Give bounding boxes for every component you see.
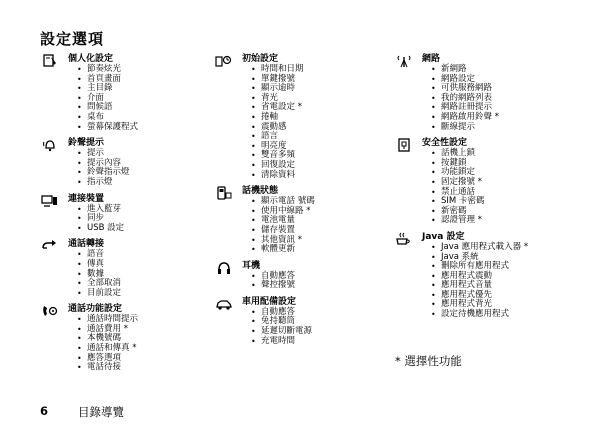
- bell-icon: [40, 138, 60, 152]
- list-item: • 時間和日期: [251, 65, 394, 75]
- list-item: • 禁止通話: [431, 188, 599, 198]
- list-item: • 主目錄: [77, 84, 210, 94]
- item-list: [68, 250, 210, 298]
- list-item: • 設定待機應用程式: [431, 310, 599, 320]
- list-item: • 認證管理 *: [431, 216, 599, 226]
- section-ring: [40, 138, 210, 187]
- section-connect: [40, 194, 210, 234]
- list-item: • 網路啟用鈴聲 *: [431, 113, 599, 123]
- page-title: 設定選項: [40, 30, 105, 48]
- list-item: • 省電設定 *: [251, 103, 394, 113]
- section-personalize: [40, 54, 210, 132]
- list-item: • 網路註冊提示: [431, 103, 599, 113]
- list-item: • 自動應答: [251, 308, 394, 318]
- section-heading: 連接裝置: [68, 193, 105, 204]
- list-item: • 應用程式震動: [431, 272, 599, 282]
- list-item: • 指示燈: [77, 178, 210, 188]
- column-1: [40, 54, 210, 379]
- list-item: • 聲控撥號: [251, 281, 394, 291]
- list-item: • 鈴聲指示燈: [77, 168, 210, 178]
- section-network: [394, 54, 599, 132]
- list-item: • 應用程式優先: [431, 291, 599, 301]
- list-item: • 應用程式背光: [431, 300, 599, 310]
- list-item: • 全部取消: [77, 279, 210, 289]
- footer-title: 目錄導覽: [78, 405, 124, 419]
- item-list: [68, 149, 210, 187]
- list-item: • 震動感: [251, 123, 394, 133]
- section-heading: Java 設定: [422, 231, 465, 242]
- item-list: [242, 308, 394, 346]
- section-heading: 初始設定: [242, 54, 279, 64]
- list-item: • 捲軸: [251, 113, 394, 123]
- page-number: 6: [40, 404, 49, 418]
- in-call-setup-icon: [40, 304, 60, 318]
- section-heading: 耳機: [242, 260, 261, 271]
- personalize-icon: [40, 54, 60, 68]
- list-item: • 通話時間提示: [77, 315, 210, 325]
- security-icon: [394, 138, 414, 152]
- list-item: • 網路設定: [431, 75, 599, 85]
- list-item: • 儲存裝置: [251, 226, 394, 236]
- list-item: • 傳真: [77, 260, 210, 270]
- list-item: • Java 系統: [431, 253, 599, 263]
- list-item: • 軟體更新: [251, 245, 394, 255]
- call-forward-icon: [40, 239, 60, 253]
- list-item: • Java 應用程式載入器 *: [431, 243, 599, 253]
- list-item: • 提示: [77, 149, 210, 159]
- phone-status-icon: [214, 186, 234, 200]
- item-list: [242, 197, 394, 255]
- list-item: • 明亮度: [251, 142, 394, 152]
- headset-icon: [214, 261, 234, 275]
- list-item: • USB 設定: [77, 224, 210, 234]
- list-item: • 按鍵鎖: [431, 159, 599, 169]
- list-item: • 延遲切斷電源: [251, 327, 394, 337]
- connection-icon: [40, 194, 60, 208]
- section-heading: 安全性設定: [422, 138, 468, 149]
- list-item: • 通話費用 *: [77, 325, 210, 335]
- list-item: • 話機上鎖: [431, 149, 599, 159]
- list-item: • 免持聽筒: [251, 317, 394, 327]
- list-item: • 進入藍芽: [77, 205, 210, 215]
- list-item: • 首頁畫面: [77, 75, 210, 85]
- list-item: • 提示內容: [77, 159, 210, 169]
- list-item: • 固定撥號 *: [431, 178, 599, 188]
- section-heading: 網路: [422, 54, 441, 64]
- car-kit-icon: [214, 297, 234, 311]
- list-item: • 斷線提示: [431, 123, 599, 133]
- section-status: [214, 186, 394, 255]
- list-item: • 新網路: [431, 65, 599, 75]
- list-item: • 桌布: [77, 113, 210, 123]
- section-initial: [214, 54, 394, 180]
- section-heading: 鈴聲提示: [68, 138, 105, 149]
- section-heading: 車用配備設定: [242, 296, 297, 307]
- item-list: [422, 149, 599, 226]
- list-item: • 電話待接: [77, 363, 210, 373]
- list-item: • 應答選項: [77, 354, 210, 364]
- list-item: • 自動應答: [251, 272, 394, 282]
- list-item: • 目前設定: [77, 289, 210, 299]
- list-item: • 螢幕保護程式: [77, 123, 210, 133]
- list-item: • 數據: [77, 270, 210, 280]
- section-java: [394, 232, 599, 320]
- list-item: • 我的網路列表: [431, 94, 599, 104]
- list-item: • 本機號碼: [77, 334, 210, 344]
- list-item: • 背光: [251, 94, 394, 104]
- section-headset: [214, 261, 394, 291]
- section-heading: 個人化設定: [68, 54, 114, 64]
- section-forward: [40, 239, 210, 298]
- list-item: • 充電時間: [251, 337, 394, 347]
- section-heading: 通話轉接: [68, 239, 105, 250]
- section-security: [394, 138, 599, 226]
- item-list: [422, 243, 599, 320]
- list-item: • 新密碼: [431, 207, 599, 217]
- section-incall: [40, 304, 210, 373]
- list-item: • 單鍵撥號: [251, 75, 394, 85]
- list-item: • 雙音多頻: [251, 151, 394, 161]
- column-3: [394, 54, 599, 326]
- network-icon: [394, 54, 414, 68]
- item-list: [68, 315, 210, 373]
- list-item: • 使用中線路 *: [251, 207, 394, 217]
- list-item: • 其他資訊 *: [251, 236, 394, 246]
- list-item: • 顯示逾時: [251, 84, 394, 94]
- list-item: • 節奏炫光: [77, 65, 210, 75]
- list-item: • 語言: [251, 132, 394, 142]
- list-item: • 可供服務網路: [431, 84, 599, 94]
- list-item: • 清除資料: [251, 171, 394, 181]
- list-item: • 介面: [77, 94, 210, 104]
- java-icon: [394, 232, 414, 246]
- item-list: [68, 65, 210, 132]
- item-list: [422, 65, 599, 132]
- list-item: • 顯示電話 號碼: [251, 197, 394, 207]
- list-item: • 功能鎖定: [431, 168, 599, 178]
- footnote: * 選擇性功能: [395, 354, 462, 368]
- list-item: • 同步: [77, 214, 210, 224]
- column-2: [214, 54, 394, 352]
- list-item: • 問候語: [77, 103, 210, 113]
- initial-setup-icon: [214, 54, 234, 68]
- section-heading: 話機狀態: [242, 186, 279, 197]
- list-item: • SIM 卡密碼: [431, 197, 599, 207]
- list-item: • 電池電量: [251, 216, 394, 226]
- list-item: • 回復設定: [251, 161, 394, 171]
- section-carkit: [214, 297, 394, 346]
- item-list: [242, 272, 394, 291]
- list-item: • 應用程式音量: [431, 281, 599, 291]
- list-item: • 通話和傳真 *: [77, 344, 210, 354]
- item-list: [68, 205, 210, 234]
- section-heading: 通話功能設定: [68, 304, 123, 315]
- list-item: • 語音: [77, 250, 210, 260]
- item-list: [242, 65, 394, 180]
- list-item: • 刪除所有應用程式: [431, 262, 599, 272]
